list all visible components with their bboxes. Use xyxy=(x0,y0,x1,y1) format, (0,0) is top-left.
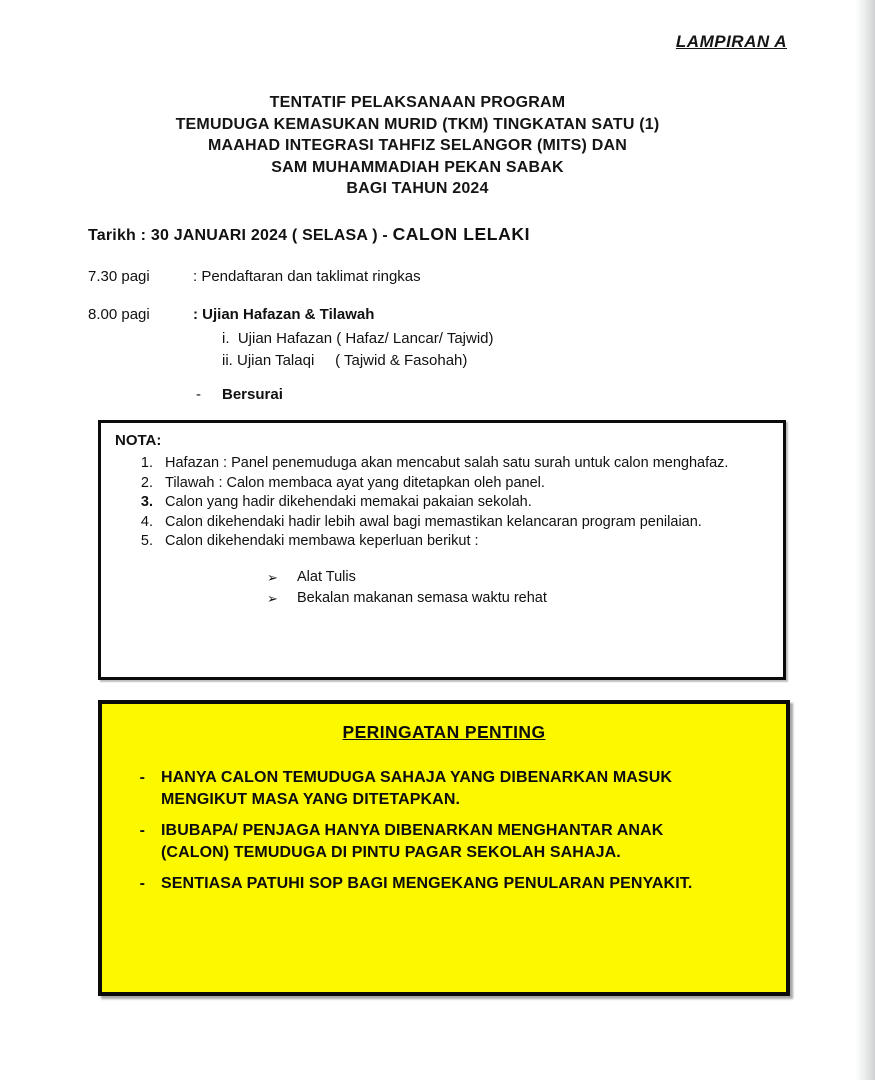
nota-item xyxy=(115,474,769,494)
date-prefix: Tarikh : 30 JANUARI 2024 ( SELASA ) - xyxy=(88,227,393,244)
bullet-text: Alat Tulis xyxy=(297,568,356,585)
warning-item xyxy=(102,767,786,811)
closing-line xyxy=(196,386,283,403)
nota-item-text: Hafazan : Panel penemuduga akan mencabut salah satu surah untuk calon menghafaz. xyxy=(165,455,729,471)
title-line-5: BAGI TAHUN 2024 xyxy=(346,180,489,197)
schedule-row xyxy=(88,268,421,285)
warning-list xyxy=(102,767,786,895)
arrowhead-bullet-icon: ➢ xyxy=(267,569,278,585)
dash-mark: - xyxy=(139,875,145,892)
scan-edge-shadow xyxy=(845,0,875,1080)
title-line-4: SAM MUHAMMADIAH PEKAN SABAK xyxy=(271,158,564,176)
nota-item-text: Calon yang hadir dikehendaki memakai pakaian sekolah. xyxy=(165,494,532,510)
sub-item: ii. Ujian Talaqi ( Tajwid & Fasohah) xyxy=(222,351,468,369)
warning-text: SENTIASA PATUHI SOP BAGI MENGEKANG PENULARAN PENYAKIT. xyxy=(161,875,693,892)
nota-box xyxy=(98,420,786,680)
arrowhead-bullet-icon: ➢ xyxy=(267,591,278,606)
title-line-1: TENTATIF PELAKSANAAN PROGRAM xyxy=(269,94,566,111)
nota-item xyxy=(115,454,769,474)
warning-box xyxy=(98,700,790,996)
title-line-2: TEMUDUGA KEMASUKAN MURID (TKM) TINGKATAN SATU (1) xyxy=(175,115,660,133)
schedule-sub-items xyxy=(222,328,494,371)
dash-mark: - xyxy=(139,822,145,839)
bullet-item xyxy=(267,588,769,610)
nota-item-number: 1. xyxy=(140,455,153,471)
nota-item-number: 2. xyxy=(140,474,153,491)
schedule-desc: : Pendaftaran dan taklimat ringkas xyxy=(193,268,421,285)
warning-item xyxy=(102,820,786,864)
schedule-time: 7.30 pagi xyxy=(88,268,150,285)
nota-item xyxy=(115,513,769,533)
nota-item-text: Calon dikehendaki hadir lebih awal bagi memastikan kelancaran program penilaian. xyxy=(165,513,702,530)
nota-bullet-list xyxy=(267,567,769,610)
nota-item xyxy=(115,493,769,513)
warning-text: HANYA CALON TEMUDUGA SAHAJA YANG DIBENARKAN MASUK MENGIKUT MASA YANG DITETAPKAN. xyxy=(161,769,673,808)
nota-item-number: 5. xyxy=(140,533,153,549)
schedule-row xyxy=(88,306,374,323)
nota-item-number: 3. xyxy=(140,494,153,510)
closing-label: Bersurai xyxy=(222,386,283,403)
bullet-text: Bekalan makanan semasa waktu rehat xyxy=(297,590,547,606)
nota-item-number: 4. xyxy=(140,513,153,530)
nota-heading: NOTA: xyxy=(115,432,162,449)
nota-list xyxy=(115,454,769,552)
lampiran-label: LAMPIRAN A xyxy=(675,32,787,51)
sub-item: i. Ujian Hafazan ( Hafaz/ Lancar/ Tajwid) xyxy=(222,330,494,347)
schedule-time: 8.00 pagi xyxy=(88,306,150,323)
dash-mark: - xyxy=(139,769,145,786)
schedule-desc: : Ujian Hafazan & Tilawah xyxy=(193,306,375,323)
warning-title: PERINGATAN PENTING xyxy=(342,722,546,742)
candidate-group-label: CALON LELAKI xyxy=(392,224,531,244)
dash-mark: - xyxy=(196,386,201,403)
warning-text: IBUBAPA/ PENJAGA HANYA DIBENARKAN MENGHANTAR ANAK (CALON) TEMUDUGA DI PINTU PAGAR SEKOLAH SAHAJA. xyxy=(161,822,664,861)
document-title xyxy=(0,92,835,200)
title-line-3: MAAHAD INTEGRASI TAHFIZ SELANGOR (MITS) DAN xyxy=(208,137,627,154)
nota-item xyxy=(115,532,769,552)
warning-item xyxy=(102,873,786,895)
nota-item-text: Calon dikehendaki membawa keperluan berikut : xyxy=(165,533,479,549)
nota-item-text: Tilawah : Calon membaca ayat yang ditetapkan oleh panel. xyxy=(165,474,545,491)
date-line xyxy=(88,224,530,245)
bullet-item xyxy=(267,567,769,589)
